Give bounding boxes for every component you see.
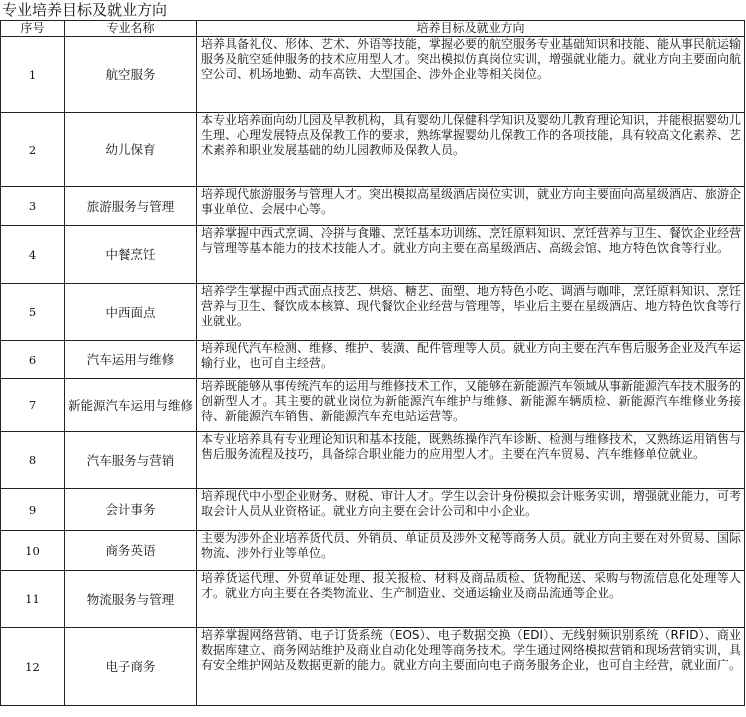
table-row [1,187,745,226]
major-description: 培养具备礼仪、形体、艺术、外语等技能，掌握必要的航空服务专业基础知识和技能、能从事民航运输服务及航空延伸服务的技术应用型人才。突出模拟仿真岗位实训，增强就业能力。就业方向主要面向航空公司、机场地勤、动车高铁、大型国企、涉外企业等相关岗位。 [197,37,745,113]
major-name: 电子商务 [65,628,197,706]
major-description: 本专业培养具有专业理论知识和基本技能，既熟练操作汽车诊断、检测与维修技术，又熟练运用销售与售后服务流程及技巧，具备综合职业能力的应用型人才。主要在汽车贸易、汽车维修单位就业。 [197,432,745,489]
program-table [0,20,745,706]
major-description: 培养既能够从事传统汽车的运用与维修技术工作，又能够在新能源汽车领域从事新能源汽车技术服务的创新型人才。其主要的就业岗位为新能源汽车维护与维修、新能源车辆质检、新能源汽车维修业务接待、新能源汽车销售、新能源汽车充电站运营等。 [197,379,745,432]
major-name: 新能源汽车运用与维修 [65,379,197,432]
major-name: 物流服务与管理 [65,571,197,628]
major-name: 旅游服务与管理 [65,187,197,226]
header-major-name: 专业名称 [65,21,197,37]
row-number: 1 [1,37,65,113]
major-description: 主要为涉外企业培养货代员、外销员、单证员及涉外文秘等商务人员。就业方向主要在对外贸易、国际物流、涉外行业等单位。 [197,531,745,571]
row-number: 9 [1,489,65,531]
row-number: 3 [1,187,65,226]
page-title: 专业培养目标及就业方向 [2,1,168,19]
major-name: 中餐烹饪 [65,226,197,284]
major-description: 培养掌握中西式烹调、冷拼与食雕、烹饪基本功训练、烹饪原料知识、烹饪营养与卫生、餐饮企业经营与管理等基本能力的技术技能人才。就业方向主要在高星级酒店、高级会馆、地方特色饮食等行业。 [197,226,745,284]
major-name: 会计事务 [65,489,197,531]
major-description: 培养现代汽车检测、维修、维护、装潢、配件管理等人员。就业方向主要在汽车售后服务企业及汽车运输行业，也可自主经营。 [197,341,745,379]
major-name: 中西面点 [65,284,197,341]
table-row [1,341,745,379]
major-description: 培养学生掌握中西式面点技艺、烘焙、糖艺、面塑、地方特色小吃、调酒与咖啡，烹饪原料知识、烹饪营养与卫生、餐饮成本核算、现代餐饮企业经营与管理等，毕业后主要在星级酒店、地方特色饮食等行业就业。 [197,284,745,341]
header-goal-direction: 培养目标及就业方向 [197,21,745,37]
row-number: 11 [1,571,65,628]
table-row [1,571,745,628]
header-number: 序号 [1,21,65,37]
table-row [1,531,745,571]
table-header-row [1,21,745,37]
row-number: 6 [1,341,65,379]
major-description: 本专业培养面向幼儿园及早教机构，具有婴幼儿保健科学知识及婴幼儿教育理论知识，并能根据婴幼儿生理、心理发展特点及保教工作的要求，熟练掌握婴幼儿保教工作的各项技能，具有较高文化素养、艺术素养和职业发展基础的幼儿园教师及保教人员。 [197,113,745,187]
table-row [1,379,745,432]
row-number: 10 [1,531,65,571]
row-number: 4 [1,226,65,284]
row-number: 5 [1,284,65,341]
table-row [1,37,745,113]
major-name: 商务英语 [65,531,197,571]
major-description: 培养货运代理、外贸单证处理、报关报检、材料及商品质检、货物配送、采购与物流信息化处理等人才。就业方向主要在各类物流业、生产制造业、交通运输业及商品流通等企业。 [197,571,745,628]
table-row [1,628,745,706]
major-name: 汽车运用与维修 [65,341,197,379]
table-row [1,226,745,284]
table-row [1,113,745,187]
major-name: 航空服务 [65,37,197,113]
table-row [1,489,745,531]
table-row [1,284,745,341]
major-name: 汽车服务与营销 [65,432,197,489]
row-number: 12 [1,628,65,706]
row-number: 2 [1,113,65,187]
major-name: 幼儿保育 [65,113,197,187]
major-description: 培养现代旅游服务与管理人才。突出模拟高星级酒店岗位实训，就业方向主要面向高星级酒店、旅游企事业单位、会展中心等。 [197,187,745,226]
row-number: 7 [1,379,65,432]
table-row [1,432,745,489]
major-description: 培养掌握网络营销、电子订货系统（EOS）、电子数据交换（EDI）、无线射频识别系统（RFID）、商业数据库建立、商务网站维护及商业自动化处理等商务技术。学生通过网络模拟营销和现场营销实训，具有安全维护网站及数据更新的能力。就业方向主要面向电子商务服务企业，也可自主经营，就业面广。 [197,628,745,706]
row-number: 8 [1,432,65,489]
major-description: 培养现代中小型企业财务、财税、审计人才。学生以会计身份模拟会计账务实训，增强就业能力，可考取会计人员从业资格证。就业方向主要在会计公司和中小企业。 [197,489,745,531]
